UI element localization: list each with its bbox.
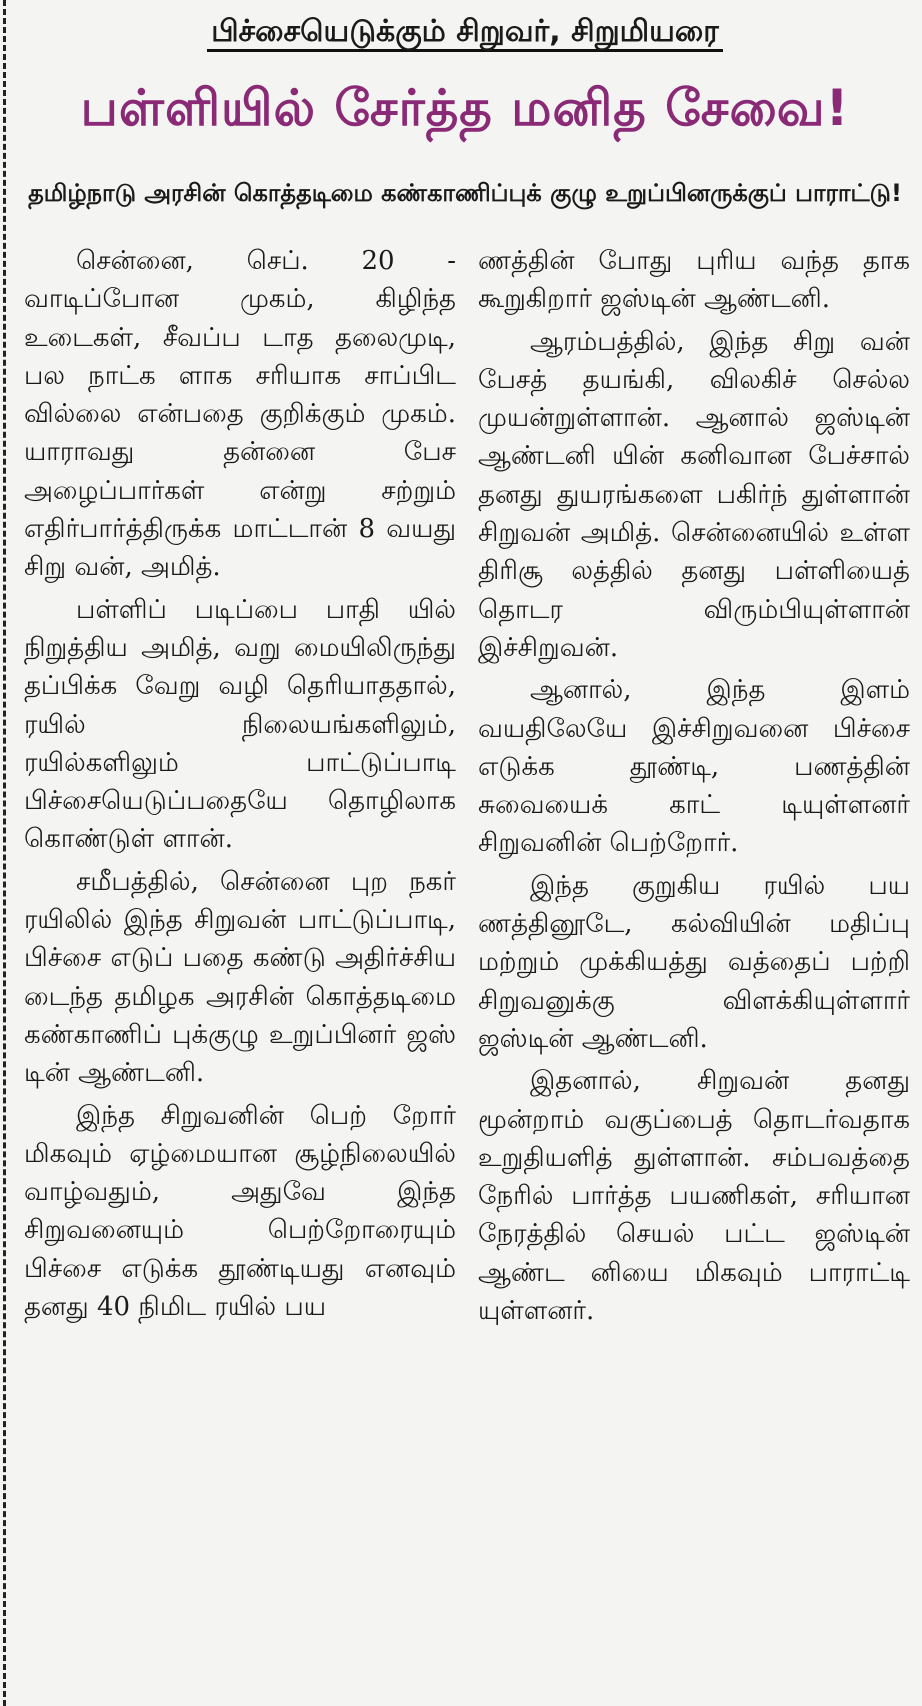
paragraph: ஆனால், இந்த இளம் வயதிலேயே இச்சிறுவனை பிச்சை எடுக்க தூண்டி, பணத்தின் சுவையைக் காட் டியுள்ளனர் சிறுவனின் பெற்றோர். xyxy=(478,675,910,859)
paragraph: இந்த குறுகிய ரயில் பய ணத்தினூடே, கல்வியின் மதிப்பு மற்றும் முக்கியத்து வத்தைப் பற்றி சிறுவனுக்கு விளக்கியுள்ளார் ஜஸ்டின் ஆண்டனி. xyxy=(478,870,910,1054)
paragraph: ணத்தின் போது புரிய வந்த தாக கூறுகிறார் ஜஸ்டின் ஆண்டனி. xyxy=(478,246,910,315)
kicker-text: பிச்சையெடுக்கும் சிறுவர், சிறுமியரை xyxy=(207,14,723,52)
kicker xyxy=(20,10,910,60)
paragraph: இந்த சிறுவனின் பெற் றோர் மிகவும் ஏழ்மையான சூழ்நிலையில் வாழ்வதும், அதுவே இந்த சிறுவனையும் பெற்றோரையும் பிச்சை எடுக்க தூண்டியது எனவும் தனது 40 நிமிட ரயில் பய xyxy=(24,1100,456,1323)
paragraph: சமீபத்தில், சென்னை புற நகர் ரயிலில் இந்த சிறுவன் பாட்டுப்பாடி, பிச்சை எடுப் பதை கண்டு அதிர்ச்சிய டைந்த தமிழக அரசின் கொத்தடிமை கண்காணிப் புக்குழு உறுப்பினர் ஜஸ் டின் ஆண்டனி. xyxy=(24,866,456,1089)
subheadline: தமிழ்நாடு அரசின் கொத்தடிமை கண்காணிப்புக் குழு உறுப்பினருக்குப் பாராட்டு! xyxy=(28,179,902,207)
article-column-right xyxy=(478,242,910,1702)
paragraph: சென்னை, செப். 20 - வாடிப்போன முகம், கிழிந்த உடைகள், சீவப்ப டாத தலைமுடி, பல நாட்க ளாக சரியாக சாப்பிட வில்லை என்பதை குறிக்கும் முகம். யாராவது தன்னை பேச அழைப்பார்கள் என்று சற்றும் எதிர்பார்த்திருக்க மாட்டான் 8 வயது சிறு வன், அமித். xyxy=(24,246,456,583)
clipping-cut-line xyxy=(3,0,6,1706)
paragraph: இதனால், சிறுவன் தனது மூன்றாம் வகுப்பைத் தொடர்வதாக உறுதியளித் துள்ளான். சம்பவத்தை நேரில் பார்த்த பயணிகள், சரியான நேரத்தில் செயல் பட்ட ஜஸ்டின் ஆண்ட னியை மிகவும் பாராட்டி யுள்ளனர். xyxy=(478,1066,910,1327)
headline: பள்ளியில் சேர்த்த மனித சேவை! xyxy=(80,79,850,137)
article-column-left xyxy=(24,242,456,1702)
paragraph: பள்ளிப் படிப்பை பாதி யில் நிறுத்திய அமித், வறு மையிலிருந்து தப்பிக்க வேறு வழி தெரியாததால், ரயில் நிலையங்களிலும், ரயில்களிலும் பாட்டுப்பாடி பிச்சையெடுப்பதையே தொழிலாக கொண்டுள் ளான். xyxy=(24,594,456,855)
paragraph: ஆரம்பத்தில், இந்த சிறு வன் பேசத் தயங்கி, விலகிச் செல்ல முயன்றுள்ளான். ஆனால் ஜஸ்டின் ஆண்டனி யின் கனிவான பேச்சால் தனது துயரங்களை பகிர்ந் துள்ளான் சிறுவன் அமித். சென்னையில் உள்ள திரிசூ லத்தில் தனது பள்ளியைத் தொடர விரும்பியுள்ளான் இச்சிறுவன். xyxy=(478,326,910,663)
